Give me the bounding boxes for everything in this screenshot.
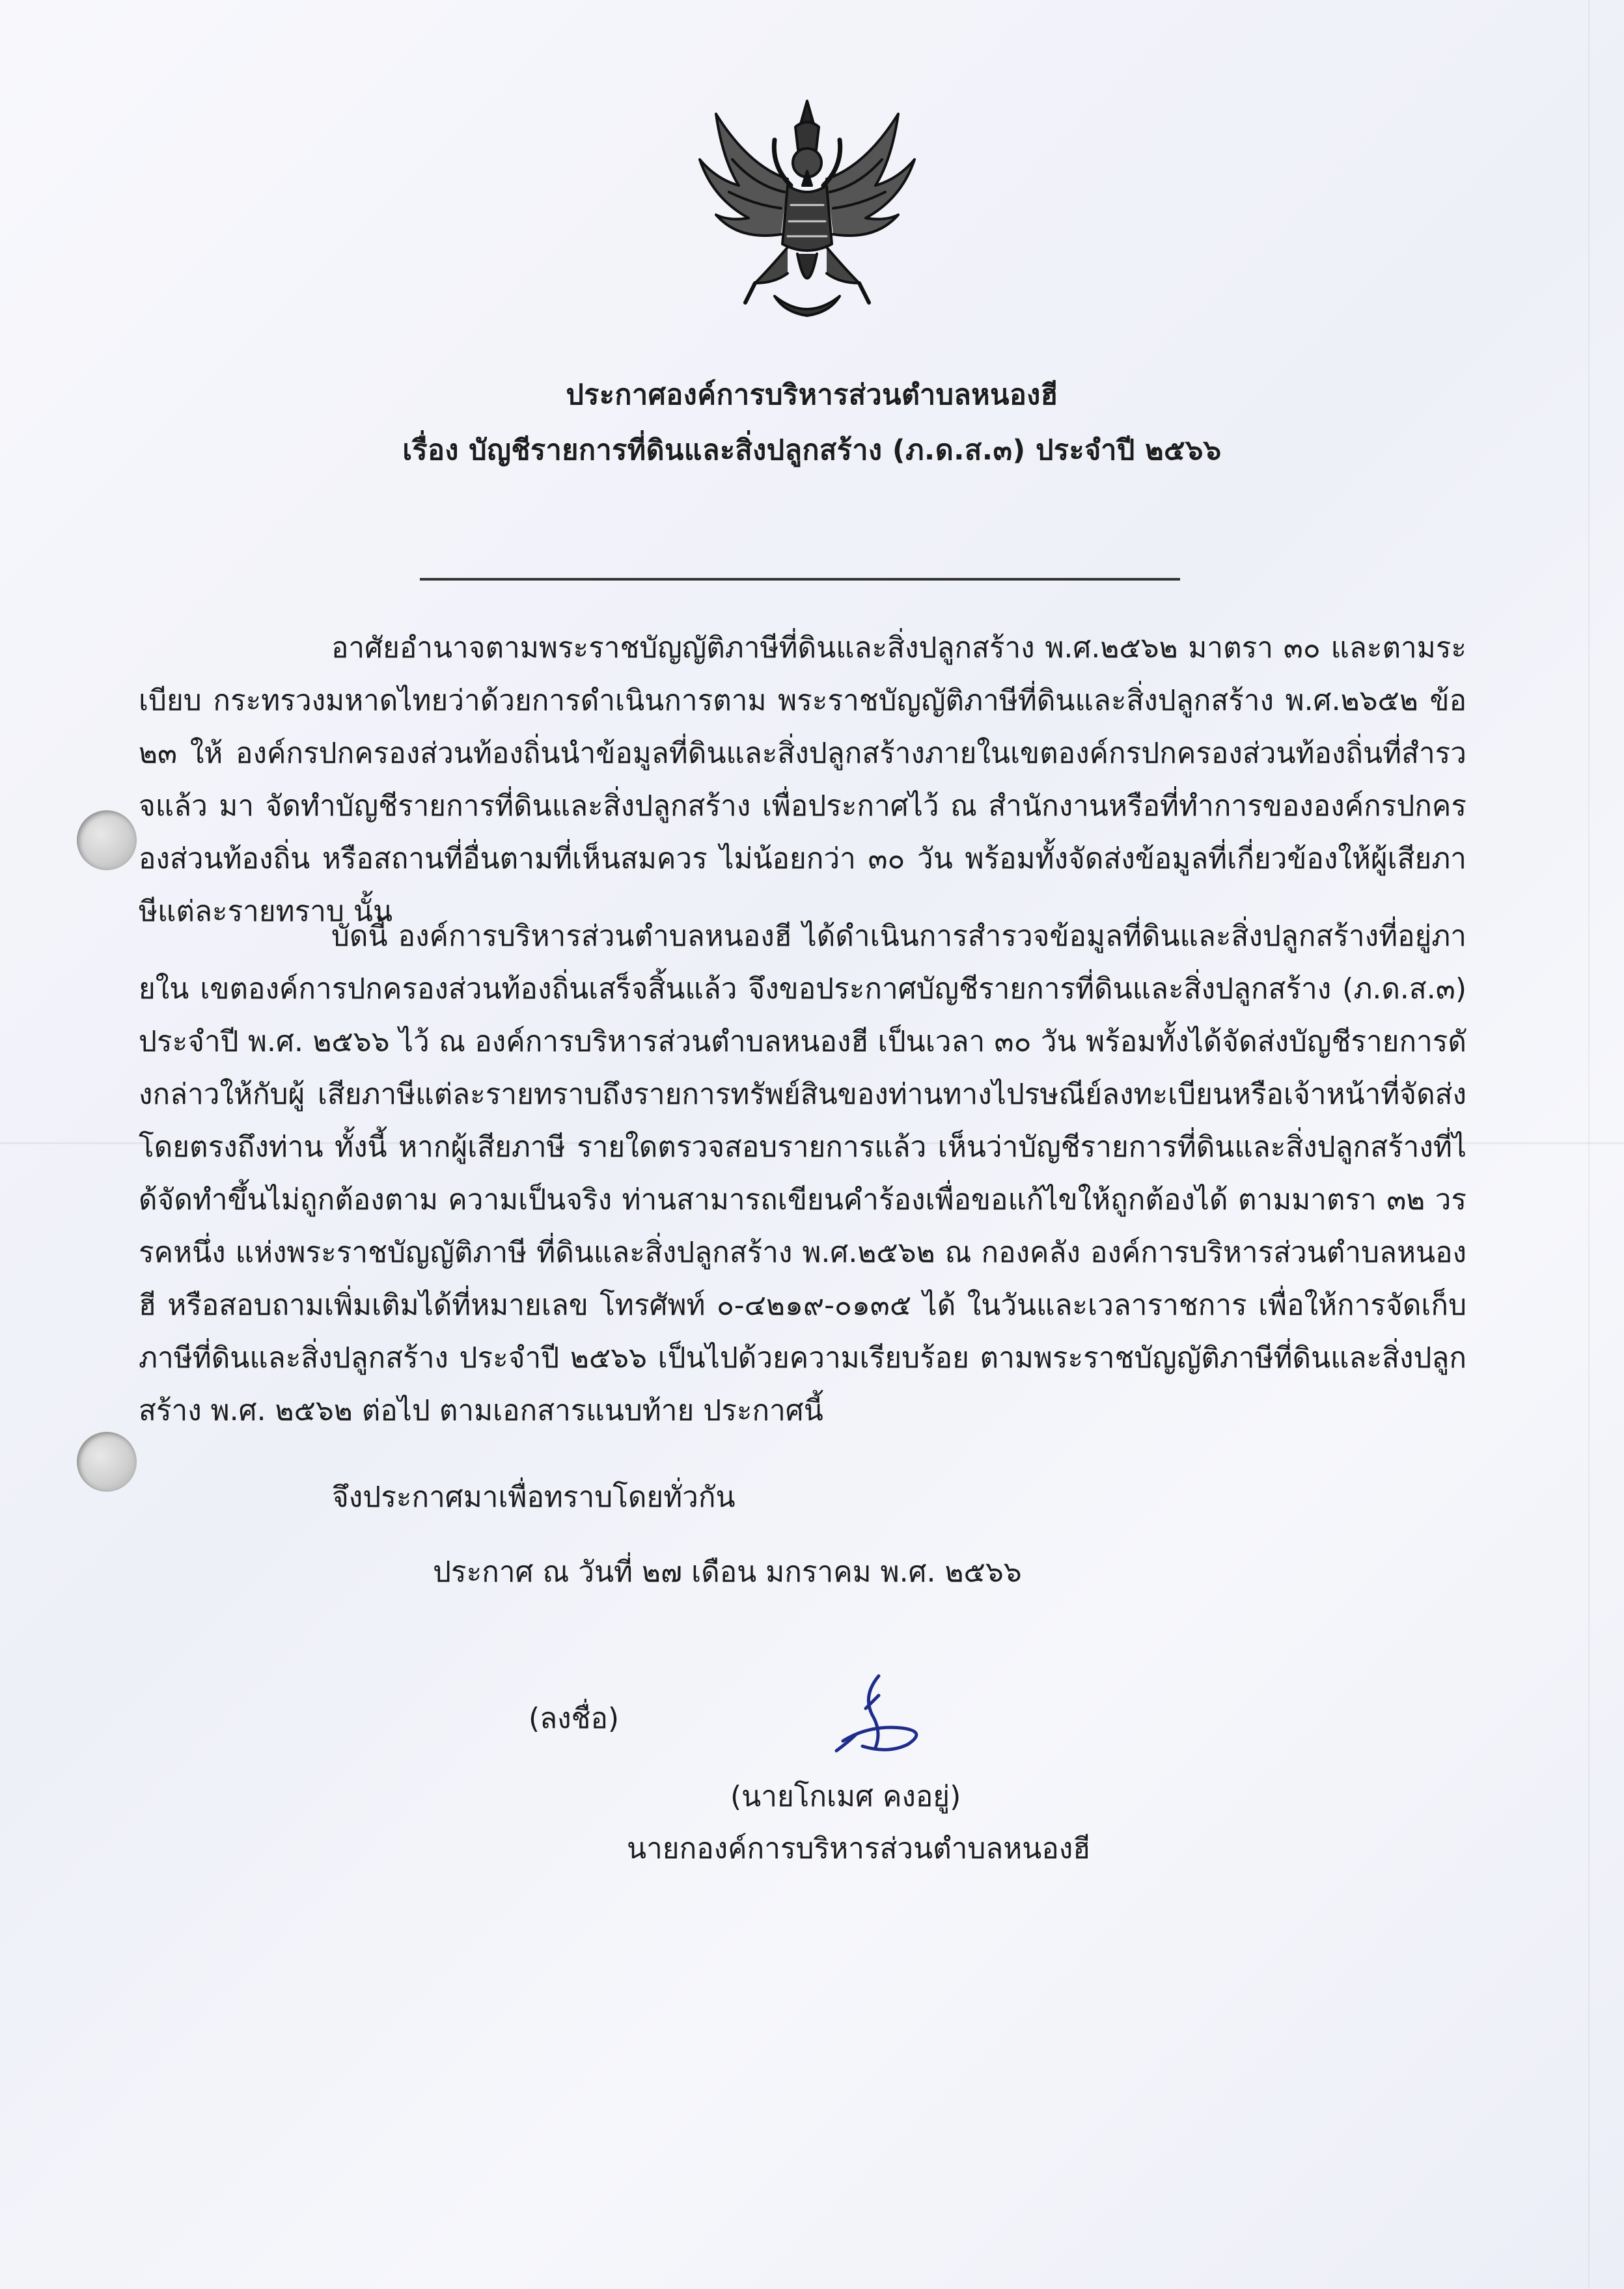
punch-hole-icon <box>77 1432 137 1492</box>
announcement-title: ประกาศองค์การบริหารส่วนตำบลหนองฮี <box>566 379 1058 411</box>
punch-hole-icon <box>77 810 137 870</box>
body-paragraph-2 <box>139 910 1466 1437</box>
closing-statement: จึงประกาศมาเพื่อทราบโดยทั่วกัน <box>332 1481 736 1514</box>
garuda-emblem-icon <box>677 88 937 335</box>
signatory-name: (นายโกเมศ คงอยู่) <box>730 1780 961 1813</box>
announcement-subject: เรื่อง บัญชีรายการที่ดินและสิ่งปลูกสร้าง (ภ.ด.ส.๓) ประจำปี ๒๕๖๖ <box>402 434 1222 467</box>
handwritten-signature <box>817 1669 941 1767</box>
body-paragraph-1-text: อาศัยอำนาจตามพระราชบัญญัติภาษีที่ดินและสิ่งปลูกสร้าง พ.ศ.๒๕๖๒ มาตรา ๓๐ และตามระเบียบ กระทรวงมหาดไทยว่าด้วยการดำเนินการตาม พระราชบัญญัติภาษีที่ดินและสิ่งปลูกสร้าง พ.ศ.๒๖๕๒ ข้อ ๒๓ ให้ องค์กรปกครองส่วนท้องถิ่นนำข้อมูลที่ดินและสิ่งปลูกสร้างภายในเขตองค์กรปกครองส่วนท้องถิ่นที่สำรวจแล้ว มา จัดทำบัญชีรายการที่ดินและสิ่งปลูกสร้าง เพื่อประกาศไว้ ณ สำนักงานหรือที่ทำการขององค์กรปกครองส่วนท้องถิ่น หรือสถานที่อื่นตามที่เห็นสมควร ไม่น้อยกว่า ๓๐ วัน พร้อมทั้งจัดส่งข้อมูลที่เกี่ยวข้องให้ผู้เสียภาษีแต่ละรายทราบ นั้น <box>139 631 1466 928</box>
signatory-position: นายกองค์การบริหารส่วนตำบลหนองฮี <box>627 1832 1091 1865</box>
paper-edge-shadow <box>1588 0 1590 2289</box>
announcement-date: ประกาศ ณ วันที่ ๒๗ เดือน มกราคม พ.ศ. ๒๕๖๖ <box>433 1556 1022 1589</box>
body-paragraph-1 <box>139 622 1466 938</box>
title-divider <box>420 578 1180 581</box>
body-paragraph-2-text: บัดนี้ องค์การบริหารส่วนตำบลหนองฮี ได้ดำเนินการสำรวจข้อมูลที่ดินและสิ่งปลูกสร้างที่อยู่ภายใน เขตองค์การปกครองส่วนท้องถิ่นเสร็จสิ้นแล้ว จึงขอประกาศบัญชีรายการที่ดินและสิ่งปลูกสร้าง (ภ.ด.ส.๓) ประจำปี พ.ศ. ๒๕๖๖ ไว้ ณ องค์การบริหารส่วนตำบลหนองฮี เป็นเวลา ๓๐ วัน พร้อมทั้งได้จัดส่งบัญชีรายการดังกล่าวให้กับผู้ เสียภาษีแต่ละรายทราบถึงรายการทรัพย์สินของท่านทางไปรษณีย์ลงทะเบียนหรือเจ้าหน้าที่จัดส่งโดยตรงถึงท่าน ทั้งนี้ หากผู้เสียภาษี รายใดตรวจสอบรายการแล้ว เห็นว่าบัญชีรายการที่ดินและสิ่งปลูกสร้างที่ได้จัดทำขึ้นไม่ถูกต้องตาม ความเป็นจริง ท่านสามารถเขียนคำร้องเพื่อขอแก้ไขให้ถูกต้องได้ ตามมาตรา ๓๒ วรรคหนึ่ง แห่งพระราชบัญญัติภาษี ที่ดินและสิ่งปลูกสร้าง พ.ศ.๒๕๖๒ ณ กองคลัง องค์การบริหารส่วนตำบลหนองฮี หรือสอบถามเพิ่มเติมได้ที่หมายเลข โทรศัพท์ ๐-๔๒๑๙-๐๑๓๕ ได้ ในวันและเวลาราชการ เพื่อให้การจัดเก็บภาษีที่ดินและสิ่งปลูกสร้าง ประจำปี ๒๕๖๖ เป็นไปด้วยความเรียบร้อย ตามพระราชบัญญัติภาษีที่ดินและสิ่งปลูกสร้าง พ.ศ. ๒๕๖๒ ต่อไป ตามเอกสารแนบท้าย ประกาศนี้ <box>139 920 1466 1427</box>
sign-label: (ลงชื่อ) <box>529 1702 620 1735</box>
